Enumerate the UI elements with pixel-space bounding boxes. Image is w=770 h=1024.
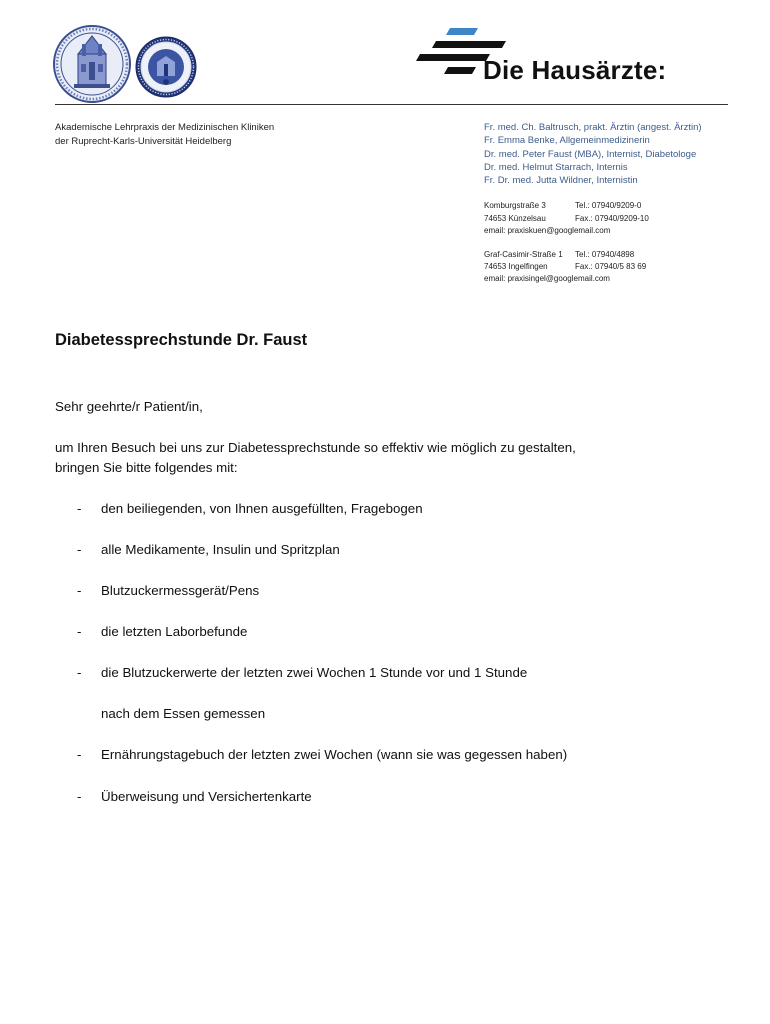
street-text: Komburgstraße 3 — [484, 201, 546, 210]
list-item: den beiliegenden, von Ihnen ausgefüllten, Fragebogen — [101, 501, 423, 516]
list-item: Ernährungstagebuch der letzten zwei Wochen (wann sie was gegessen haben) — [101, 747, 568, 762]
city-text: 74653 Künzelsau — [484, 214, 546, 223]
city-text: 74653 Ingelfingen — [484, 262, 548, 271]
list-item: Blutzuckermessgerät/Pens — [101, 583, 260, 598]
doctor-entry: Dr. med. Helmut Starrach, Internis — [484, 162, 628, 173]
list-item-continuation: nach dem Essen gemessen — [101, 706, 266, 721]
brand-name: Die Hausärzte: — [483, 55, 667, 85]
list-item: die letzten Laborbefunde — [101, 624, 248, 639]
document-title: Diabetessprechstunde Dr. Faust — [55, 331, 308, 349]
university-seal-icon — [52, 24, 132, 104]
doctor-entry: Fr. Emma Benke, Allgemeinmedizinerin — [484, 135, 650, 146]
address-email: email: praxiskuen@googlemail.com — [484, 226, 611, 235]
list-bullet: - — [77, 747, 82, 762]
list-item: alle Medikamente, Insulin und Spritzplan — [101, 542, 340, 557]
address-email: email: praxisingel@googlemail.com — [484, 274, 610, 283]
fax-number: Fax.: 07940/5 83 69 — [575, 262, 647, 271]
fax-number: Fax.: 07940/9209-10 — [575, 214, 649, 223]
intro-line: bringen Sie bitte folgendes mit: — [55, 460, 238, 475]
list-bullet: - — [77, 583, 82, 598]
phone-number: Tel.: 07940/9209-0 — [575, 201, 642, 210]
affiliation-line: Akademische Lehrpraxis der Medizinischen Kliniken — [55, 122, 275, 133]
list-bullet: - — [77, 789, 82, 804]
list-item: Überweisung und Versichertenkarte — [101, 789, 312, 804]
list-bullet: - — [77, 665, 82, 680]
list-item: die Blutzuckerwerte der letzten zwei Wochen 1 Stunde vor und 1 Stunde — [101, 665, 528, 680]
list-bullet: - — [77, 501, 82, 516]
address-street — [484, 199, 642, 212]
street-text: Graf-Casimir-Straße 1 — [484, 250, 563, 259]
intro-line: um Ihren Besuch bei uns zur Diabetessprechstunde so effektiv wie möglich zu gestalten, — [55, 440, 576, 455]
list-bullet: - — [77, 624, 82, 639]
header-divider — [55, 104, 728, 105]
doctor-entry: Dr. med. Peter Faust (MBA), Internist, Diabetologe — [484, 149, 697, 160]
doctor-entry: Fr. med. Ch. Baltrusch, prakt. Ärztin (angest. Ärztin) — [484, 122, 702, 133]
medical-faculty-seal-icon — [135, 36, 197, 98]
list-bullet: - — [77, 542, 82, 557]
affiliation-line: der Ruprecht-Karls-Universität Heidelberg — [55, 136, 232, 147]
phone-number: Tel.: 07940/4898 — [575, 250, 635, 259]
doctor-entry: Fr. Dr. med. Jutta Wildner, Internistin — [484, 175, 638, 186]
salutation: Sehr geehrte/r Patient/in, — [55, 399, 203, 414]
